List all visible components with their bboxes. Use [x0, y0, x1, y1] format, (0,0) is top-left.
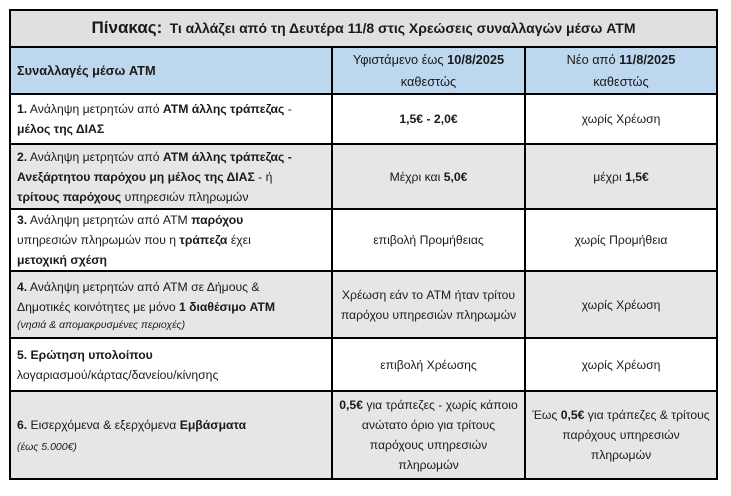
table-title: [10, 10, 717, 47]
title-label: Πίνακας:: [91, 18, 163, 37]
table-row: [10, 144, 717, 209]
new-fee-cell: χωρίς Χρέωση: [525, 94, 717, 144]
column-header-existing: Υφιστάμενο έως 10/8/2025 καθεστώς: [332, 47, 525, 94]
new-fee-cell: χωρίς Χρέωση: [525, 338, 717, 391]
transaction-cell: 2. Ανάληψη μετρητών από ATM άλλης τράπεζας - Ανεξάρτητου παρόχου μη μέλος της ΔΙΑΣ - ή τρίτους παρόχους υπηρεσιών πληρωμών: [10, 144, 332, 209]
existing-fee-cell: Μέχρι και 5,0€: [332, 144, 525, 209]
new-fee-cell: χωρίς Χρέωση: [525, 271, 717, 338]
transaction-note: (νησιά & απομακρυσμένες περιοχές): [17, 318, 186, 331]
table-row: [10, 94, 717, 144]
existing-fee-cell: 0,5€ για τράπεζες - χωρίς κάποιο ανώτατο όριο για τρίτους παρόχους υπηρεσιών πληρωμών: [332, 391, 525, 479]
table-title-row: [10, 10, 717, 47]
new-fee-cell: χωρίς Προμήθεια: [525, 209, 717, 271]
new-fee-cell: Έως 0,5€ για τράπεζες & τρίτους παρόχους υπηρεσιών πληρωμών: [525, 391, 717, 479]
transaction-cell: 6. Εισερχόμενα & εξερχόμενα Εμβάσματα (έως 5.000€): [10, 391, 332, 479]
table-row: [10, 209, 717, 271]
transaction-cell: 3. Ανάληψη μετρητών από ATM παρόχου υπηρεσιών πληρωμών που η τράπεζα έχει μετοχική σχέση: [10, 209, 332, 271]
table-row: [10, 391, 717, 479]
column-header-row: [10, 47, 717, 94]
atm-fees-table: [9, 9, 718, 480]
existing-fee-cell: Χρέωση εάν το ATM ήταν τρίτου παρόχου υπηρεσιών πληρωμών: [332, 271, 525, 338]
column-header-transactions: Συναλλαγές μέσω ATM: [10, 47, 332, 94]
atm-fees-table-container: [9, 9, 716, 480]
transaction-cell: 1. Ανάληψη μετρητών από ATM άλλης τράπεζας - μέλος της ΔΙΑΣ: [10, 94, 332, 144]
transaction-cell: 4. Ανάληψη μετρητών από ATM σε Δήμους & Δημοτικές κοινότητες με μόνο 1 διαθέσιμο ATM (νησιά & απομακρυσμένες περιοχές): [10, 271, 332, 338]
column-header-new: Νέο από 11/8/2025 καθεστώς: [525, 47, 717, 94]
table-row: [10, 271, 717, 338]
transaction-cell: 5. Ερώτηση υπολοίπου λογαριασμού/κάρτας/δανείου/κίνησης: [10, 338, 332, 391]
new-fee-cell: μέχρι 1,5€: [525, 144, 717, 209]
title-text: Τι αλλάζει από τη Δευτέρα 11/8 στις Χρεώσεις συναλλαγών μέσω ATM: [169, 20, 636, 36]
table-row: [10, 338, 717, 391]
existing-fee-cell: επιβολή Χρέωσης: [332, 338, 525, 391]
existing-fee-cell: 1,5€ - 2,0€: [332, 94, 525, 144]
transaction-note: (έως 5.000€): [17, 441, 77, 453]
existing-fee-cell: επιβολή Προμήθειας: [332, 209, 525, 271]
